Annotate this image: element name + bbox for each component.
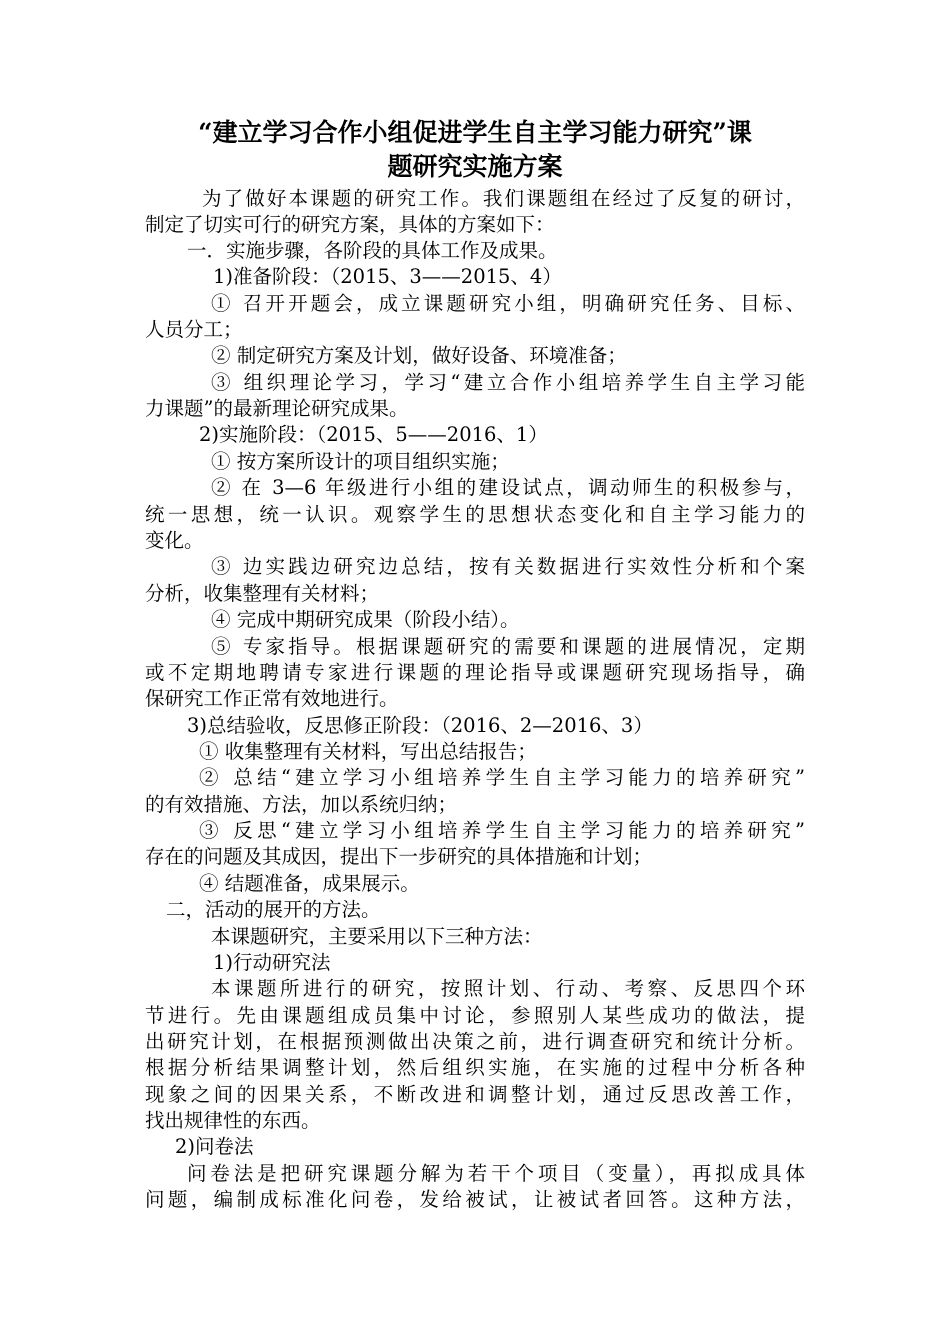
list-item: ③ 组织理论学习，学习“建立合作小组培养学生自主学习能: [211, 371, 805, 394]
method-heading: 2)问卷法: [175, 1135, 254, 1158]
list-item: ① 收集整理有关材料，写出总结报告；: [199, 740, 537, 763]
paragraph-line: 根据分析结果调整计划，然后组织实施，在实施的过程中分析各种: [145, 1056, 805, 1079]
paragraph-line: 找出规律性的东西。: [145, 1109, 321, 1132]
paragraph-line: 存在的问题及其成因，提出下一步研究的具体措施和计划；: [145, 845, 653, 868]
document-title-line-1: “建立学习合作小组促进学生自主学习能力研究”课: [198, 118, 752, 147]
paragraph-line: 人员分工；: [145, 318, 243, 341]
paragraph-line: 或不定期地聘请专家进行课题的理论指导或课题研究现场指导，确: [145, 661, 805, 684]
section-heading: 二，活动的展开的方法。: [166, 898, 381, 921]
list-item: ④ 完成中期研究成果（阶段小结）。: [211, 608, 520, 631]
method-heading: 1)行动研究法: [213, 951, 331, 974]
list-item: ② 在 3—6 年级进行小组的建设试点，调动师生的积极参与，: [211, 476, 805, 499]
list-item: ③ 边实践边研究边总结，按有关数据进行实效性分析和个案: [211, 555, 805, 578]
stage-heading: 3)总结验收，反思修正阶段：（2016、2—2016、3）: [187, 714, 653, 737]
list-item: ⑤ 专家指导。根据课题研究的需要和课题的进展情况，定期: [211, 635, 805, 658]
paragraph-line: 节进行。先由课题组成员集中讨论，参照别人某些成功的做法，提: [145, 1004, 805, 1027]
paragraph-line: 问题，编制成标准化问卷，发给被试，让被试者回答。这种方法，: [145, 1188, 805, 1211]
paragraph-line: 问卷法是把研究课题分解为若干个项目（变量），再拟成具体: [187, 1162, 805, 1185]
paragraph-line: 制定了切实可行的研究方案，具体的方案如下：: [145, 213, 555, 236]
paragraph-line: 变化。: [145, 529, 204, 552]
paragraph-line: 出研究计划，在根据预测做出决策之前，进行调查研究和统计分析。: [145, 1030, 805, 1053]
paragraph-line: 本课题所进行的研究，按照计划、行动、考察、反思四个环: [211, 977, 805, 1000]
paragraph-line: 力课题”的最新理论研究成果。: [145, 397, 409, 420]
paragraph-line: 为了做好本课题的研究工作。我们课题组在经过了反复的研讨，: [202, 187, 805, 210]
list-item: ② 总结“建立学习小组培养学生自主学习能力的培养研究”: [199, 766, 805, 789]
paragraph-line: 本课题研究，主要采用以下三种方法：: [211, 925, 543, 948]
paragraph-line: 统一思想，统一认识。观察学生的思想状态变化和自主学习能力的: [145, 503, 805, 526]
paragraph-line: 现象之间的因果关系，不断改进和调整计划，通过反思改善工作，: [145, 1083, 805, 1106]
stage-heading: 1)准备阶段：（2015、3——2015、4）: [213, 265, 562, 288]
list-item: ② 制定研究方案及计划，做好设备、环境准备；: [211, 344, 627, 367]
section-heading: 一．实施步骤，各阶段的具体工作及成果。: [187, 239, 558, 262]
paragraph-line: 分析，收集整理有关材料；: [145, 582, 380, 605]
document-title-line-2: 题研究实施方案: [387, 152, 563, 181]
list-item: ④ 结题准备，成果展示。: [199, 872, 420, 895]
list-item: ① 按方案所设计的项目组织实施；: [211, 450, 510, 473]
stage-heading: 2)实施阶段：（2015、5——2016、1）: [199, 423, 548, 446]
list-item: ① 召开开题会，成立课题研究小组，明确研究任务、目标、: [211, 292, 805, 315]
paragraph-line: 保研究工作正常有效地进行。: [145, 687, 399, 710]
list-item: ③ 反思“建立学习小组培养学生自主学习能力的培养研究”: [199, 819, 805, 842]
paragraph-line: 的有效措施、方法，加以系统归纳；: [145, 793, 458, 816]
